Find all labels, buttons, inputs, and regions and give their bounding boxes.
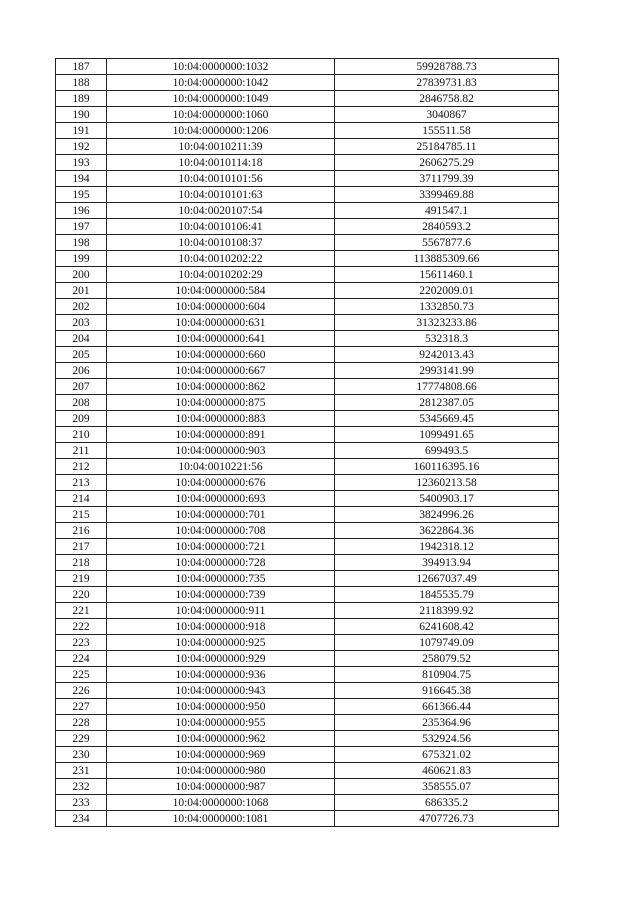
cadastral-number-cell: 10:04:0000000:676 (107, 475, 335, 491)
row-number-cell: 219 (56, 571, 107, 587)
table-row (56, 315, 559, 331)
row-number-cell: 201 (56, 283, 107, 299)
cadastral-number-cell: 10:04:0000000:693 (107, 491, 335, 507)
row-number-cell: 212 (56, 459, 107, 475)
table-row (56, 603, 559, 619)
table-row (56, 619, 559, 635)
cadastral-number-cell: 10:04:0000000:929 (107, 651, 335, 667)
cadastral-number-cell: 10:04:0000000:875 (107, 395, 335, 411)
cadastral-number-cell: 10:04:0000000:925 (107, 635, 335, 651)
value-cell: 460621.83 (335, 763, 559, 779)
table-row (56, 779, 559, 795)
cadastral-number-cell: 10:04:0000000:660 (107, 347, 335, 363)
table-row (56, 107, 559, 123)
table-row (56, 411, 559, 427)
value-cell: 258079.52 (335, 651, 559, 667)
value-cell: 358555.07 (335, 779, 559, 795)
table-body (56, 59, 559, 827)
value-cell: 3040867 (335, 107, 559, 123)
value-cell: 160116395.16 (335, 459, 559, 475)
table-row (56, 299, 559, 315)
row-number-cell: 188 (56, 75, 107, 91)
cadastral-number-cell: 10:04:0000000:631 (107, 315, 335, 331)
table-row (56, 475, 559, 491)
row-number-cell: 226 (56, 683, 107, 699)
table-row (56, 379, 559, 395)
row-number-cell: 192 (56, 139, 107, 155)
value-cell: 6241608.42 (335, 619, 559, 635)
cadastral-number-cell: 10:04:0020107:54 (107, 203, 335, 219)
row-number-cell: 205 (56, 347, 107, 363)
row-number-cell: 209 (56, 411, 107, 427)
cadastral-number-cell: 10:04:0000000:936 (107, 667, 335, 683)
table-row (56, 507, 559, 523)
cadastral-number-cell: 10:04:0000000:955 (107, 715, 335, 731)
table-row (56, 811, 559, 827)
value-cell: 2202009.01 (335, 283, 559, 299)
cadastral-number-cell: 10:04:0000000:883 (107, 411, 335, 427)
value-cell: 5400903.17 (335, 491, 559, 507)
table-row (56, 635, 559, 651)
table-row (56, 123, 559, 139)
row-number-cell: 218 (56, 555, 107, 571)
cadastral-number-cell: 10:04:0010114:18 (107, 155, 335, 171)
cadastral-number-cell: 10:04:0000000:1081 (107, 811, 335, 827)
value-cell: 686335.2 (335, 795, 559, 811)
value-cell: 59928788.73 (335, 59, 559, 75)
cadastral-number-cell: 10:04:0000000:1060 (107, 107, 335, 123)
row-number-cell: 202 (56, 299, 107, 315)
row-number-cell: 214 (56, 491, 107, 507)
table-row (56, 203, 559, 219)
cadastral-number-cell: 10:04:0000000:667 (107, 363, 335, 379)
table-row (56, 491, 559, 507)
table-row (56, 427, 559, 443)
table-row (56, 683, 559, 699)
value-cell: 810904.75 (335, 667, 559, 683)
value-cell: 31323233.86 (335, 315, 559, 331)
row-number-cell: 187 (56, 59, 107, 75)
table-row (56, 187, 559, 203)
value-cell: 532924.56 (335, 731, 559, 747)
row-number-cell: 195 (56, 187, 107, 203)
cadastral-number-cell: 10:04:0010221:56 (107, 459, 335, 475)
value-cell: 2993141.99 (335, 363, 559, 379)
cadastral-number-cell: 10:04:0000000:721 (107, 539, 335, 555)
table-row (56, 171, 559, 187)
table-row (56, 155, 559, 171)
value-cell: 12667037.49 (335, 571, 559, 587)
row-number-cell: 197 (56, 219, 107, 235)
row-number-cell: 194 (56, 171, 107, 187)
cadastral-number-cell: 10:04:0000000:1068 (107, 795, 335, 811)
table-row (56, 587, 559, 603)
table-row (56, 219, 559, 235)
value-cell: 15611460.1 (335, 267, 559, 283)
value-cell: 2606275.29 (335, 155, 559, 171)
table-row (56, 267, 559, 283)
value-cell: 27839731.83 (335, 75, 559, 91)
value-cell: 532318.3 (335, 331, 559, 347)
cadastral-number-cell: 10:04:0010202:29 (107, 267, 335, 283)
table-row (56, 251, 559, 267)
table-row (56, 763, 559, 779)
row-number-cell: 216 (56, 523, 107, 539)
table-row (56, 347, 559, 363)
cadastral-number-cell: 10:04:0010101:63 (107, 187, 335, 203)
row-number-cell: 207 (56, 379, 107, 395)
cadastral-number-cell: 10:04:0000000:604 (107, 299, 335, 315)
table-row (56, 795, 559, 811)
cadastral-number-cell: 10:04:0000000:903 (107, 443, 335, 459)
cadastral-number-cell: 10:04:0000000:735 (107, 571, 335, 587)
value-cell: 699493.5 (335, 443, 559, 459)
table-row (56, 715, 559, 731)
value-cell: 394913.94 (335, 555, 559, 571)
value-cell: 5345669.45 (335, 411, 559, 427)
table-row (56, 651, 559, 667)
value-cell: 675321.02 (335, 747, 559, 763)
table-row (56, 395, 559, 411)
value-cell: 3824996.26 (335, 507, 559, 523)
cadastral-number-cell: 10:04:0000000:987 (107, 779, 335, 795)
value-cell: 916645.38 (335, 683, 559, 699)
row-number-cell: 204 (56, 331, 107, 347)
row-number-cell: 234 (56, 811, 107, 827)
row-number-cell: 200 (56, 267, 107, 283)
cadastral-number-cell: 10:04:0000000:1042 (107, 75, 335, 91)
row-number-cell: 229 (56, 731, 107, 747)
cadastral-number-cell: 10:04:0000000:862 (107, 379, 335, 395)
cadastral-number-cell: 10:04:0010101:56 (107, 171, 335, 187)
table-row (56, 235, 559, 251)
row-number-cell: 233 (56, 795, 107, 811)
row-number-cell: 230 (56, 747, 107, 763)
row-number-cell: 208 (56, 395, 107, 411)
row-number-cell: 198 (56, 235, 107, 251)
row-number-cell: 228 (56, 715, 107, 731)
cadastral-number-cell: 10:04:0000000:950 (107, 699, 335, 715)
cadastral-number-cell: 10:04:0000000:1206 (107, 123, 335, 139)
value-cell: 1942318.12 (335, 539, 559, 555)
value-cell: 1332850.73 (335, 299, 559, 315)
table-row (56, 571, 559, 587)
cadastral-number-cell: 10:04:0000000:739 (107, 587, 335, 603)
row-number-cell: 217 (56, 539, 107, 555)
cadastral-number-cell: 10:04:0000000:641 (107, 331, 335, 347)
row-number-cell: 215 (56, 507, 107, 523)
row-number-cell: 224 (56, 651, 107, 667)
cadastral-number-cell: 10:04:0010106:41 (107, 219, 335, 235)
table-row (56, 667, 559, 683)
cadastral-number-cell: 10:04:0000000:701 (107, 507, 335, 523)
cadastral-number-cell: 10:04:0000000:584 (107, 283, 335, 299)
value-cell: 491547.1 (335, 203, 559, 219)
table-row (56, 59, 559, 75)
row-number-cell: 199 (56, 251, 107, 267)
row-number-cell: 191 (56, 123, 107, 139)
value-cell: 661366.44 (335, 699, 559, 715)
value-cell: 3399469.88 (335, 187, 559, 203)
cadastral-number-cell: 10:04:0000000:891 (107, 427, 335, 443)
cadastral-number-cell: 10:04:0000000:708 (107, 523, 335, 539)
row-number-cell: 210 (56, 427, 107, 443)
row-number-cell: 213 (56, 475, 107, 491)
table-row (56, 283, 559, 299)
table-row (56, 539, 559, 555)
row-number-cell: 211 (56, 443, 107, 459)
row-number-cell: 231 (56, 763, 107, 779)
value-cell: 9242013.43 (335, 347, 559, 363)
cadastral-number-cell: 10:04:0010202:22 (107, 251, 335, 267)
cadastral-table (55, 58, 559, 827)
table-row (56, 523, 559, 539)
row-number-cell: 206 (56, 363, 107, 379)
table-row (56, 75, 559, 91)
value-cell: 17774808.66 (335, 379, 559, 395)
cadastral-number-cell: 10:04:0000000:969 (107, 747, 335, 763)
table-row (56, 747, 559, 763)
cadastral-number-cell: 10:04:0000000:911 (107, 603, 335, 619)
value-cell: 4707726.73 (335, 811, 559, 827)
table-row (56, 459, 559, 475)
cadastral-number-cell: 10:04:0000000:1032 (107, 59, 335, 75)
value-cell: 2812387.05 (335, 395, 559, 411)
cadastral-number-cell: 10:04:0000000:943 (107, 683, 335, 699)
row-number-cell: 189 (56, 91, 107, 107)
value-cell: 1099491.65 (335, 427, 559, 443)
cadastral-number-cell: 10:04:0000000:980 (107, 763, 335, 779)
row-number-cell: 232 (56, 779, 107, 795)
value-cell: 2846758.82 (335, 91, 559, 107)
cadastral-number-cell: 10:04:0000000:962 (107, 731, 335, 747)
value-cell: 2118399.92 (335, 603, 559, 619)
row-number-cell: 221 (56, 603, 107, 619)
row-number-cell: 220 (56, 587, 107, 603)
row-number-cell: 190 (56, 107, 107, 123)
table-row (56, 331, 559, 347)
cadastral-number-cell: 10:04:0000000:1049 (107, 91, 335, 107)
table-row (56, 699, 559, 715)
table-row (56, 443, 559, 459)
cadastral-number-cell: 10:04:0000000:918 (107, 619, 335, 635)
value-cell: 235364.96 (335, 715, 559, 731)
table-row (56, 731, 559, 747)
table-row (56, 363, 559, 379)
row-number-cell: 203 (56, 315, 107, 331)
value-cell: 3711799.39 (335, 171, 559, 187)
value-cell: 113885309.66 (335, 251, 559, 267)
value-cell: 1079749.09 (335, 635, 559, 651)
value-cell: 3622864.36 (335, 523, 559, 539)
row-number-cell: 225 (56, 667, 107, 683)
cadastral-number-cell: 10:04:0010108:37 (107, 235, 335, 251)
value-cell: 1845535.79 (335, 587, 559, 603)
row-number-cell: 193 (56, 155, 107, 171)
table-row (56, 139, 559, 155)
value-cell: 2840593.2 (335, 219, 559, 235)
value-cell: 5567877.6 (335, 235, 559, 251)
table-row (56, 91, 559, 107)
cadastral-number-cell: 10:04:0000000:728 (107, 555, 335, 571)
cadastral-number-cell: 10:04:0010211:39 (107, 139, 335, 155)
row-number-cell: 222 (56, 619, 107, 635)
value-cell: 155511.58 (335, 123, 559, 139)
row-number-cell: 196 (56, 203, 107, 219)
value-cell: 25184785.11 (335, 139, 559, 155)
row-number-cell: 223 (56, 635, 107, 651)
table-row (56, 555, 559, 571)
value-cell: 12360213.58 (335, 475, 559, 491)
row-number-cell: 227 (56, 699, 107, 715)
